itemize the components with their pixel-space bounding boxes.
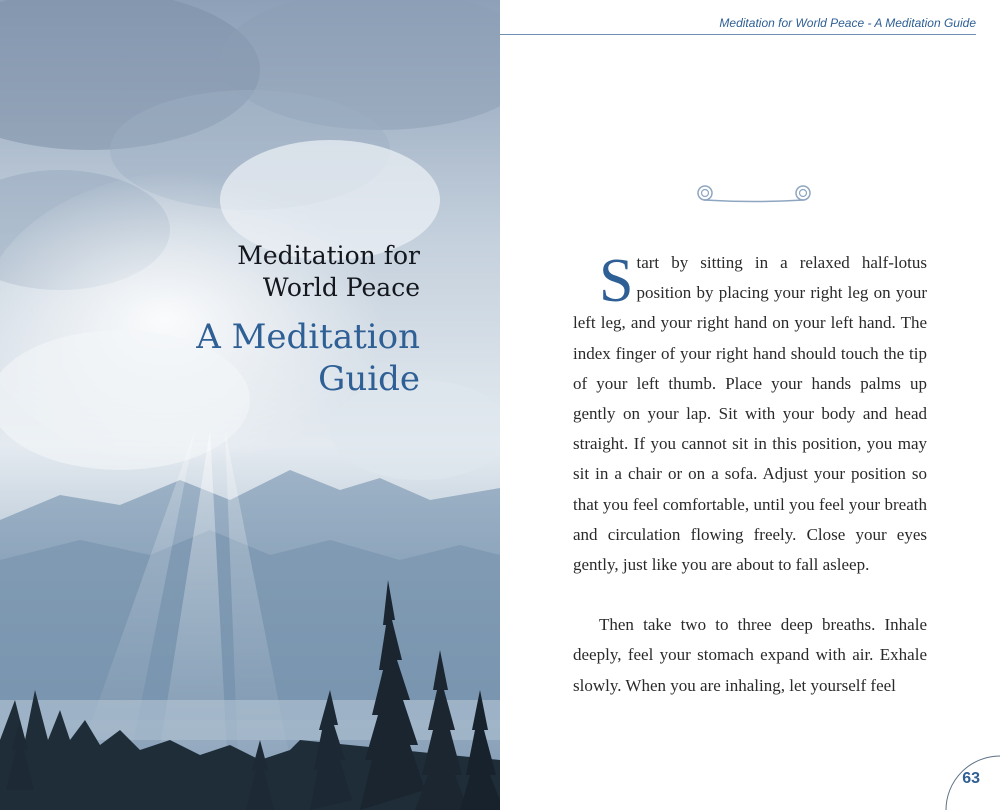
book-title-line-2: World Peace — [262, 273, 420, 302]
book-title-line-1: Meditation for — [237, 241, 420, 270]
scroll-ornament-icon — [694, 182, 814, 206]
title-block — [196, 240, 420, 400]
paragraph-1 — [573, 248, 927, 580]
body-text — [573, 248, 927, 701]
running-head: Meditation for World Peace - A Meditation Guide — [719, 16, 976, 30]
book-subtitle-line-2: Guide — [318, 359, 420, 399]
header-rule — [500, 34, 976, 35]
page-number: 63 — [962, 770, 980, 787]
paragraph-1-text: tart by sitting in a relaxed half-lotus position by placing your right leg on your left leg, and your right hand on your left hand. The index finger of your right hand should touch the tip of your left thumb. Place your hands palms up gently on your lap. Sit with your body and head straight. If you cannot sit in this position, you may sit in a chair or on a sofa. Adjust your position so that you feel comfortable, until you feel your breath and circulation flowing freely. Close your eyes gently, just like you are about to fall asleep. — [573, 253, 927, 575]
book-subtitle — [196, 316, 420, 400]
paragraph-2: Then take two to three deep breaths. Inhale deeply, feel your stomach expand with air. Exhale slowly. When you are inhaling, let yourself feel — [573, 615, 927, 695]
right-page — [500, 0, 1000, 810]
drop-cap: S — [599, 247, 634, 315]
book-title — [196, 240, 420, 304]
book-subtitle-line-1: A Meditation — [196, 317, 420, 357]
